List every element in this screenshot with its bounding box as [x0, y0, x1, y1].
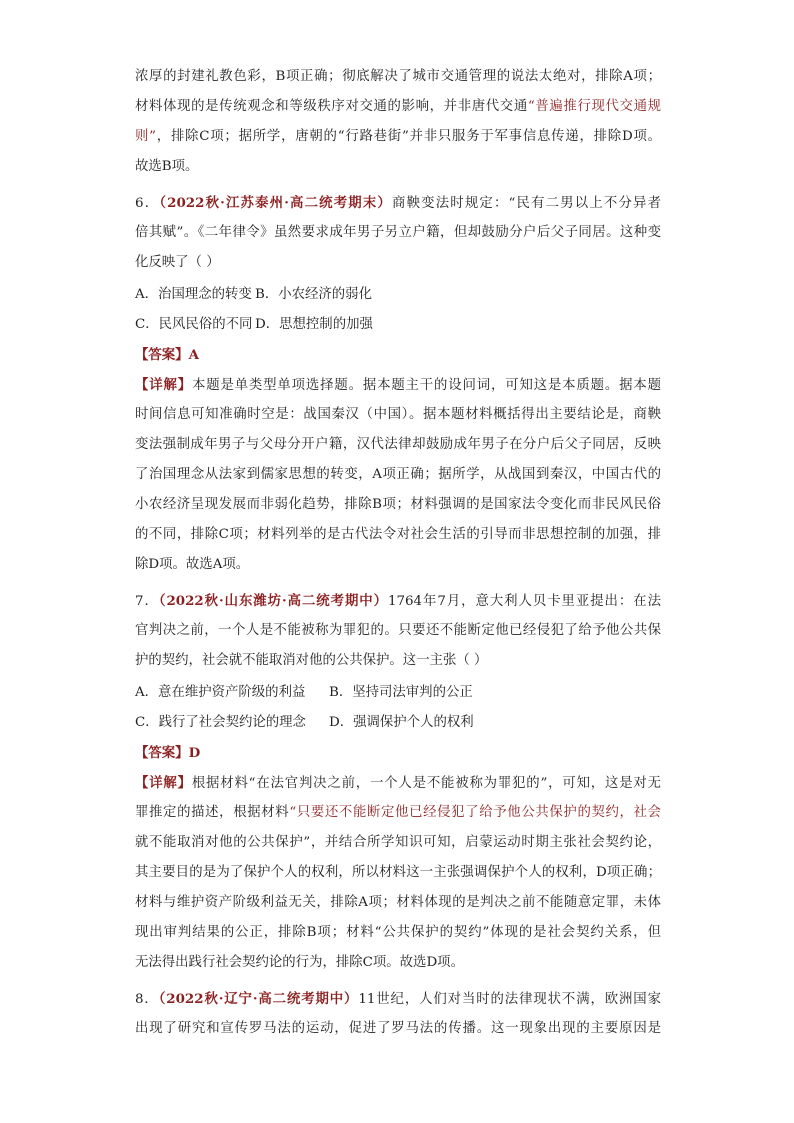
question-number: 6． — [135, 196, 160, 211]
q7-stem-line-1: 7．（2022秋·山东潍坊·高二统考期中）1764年7月，意大利人贝卡里亚提出：在法 — [135, 593, 661, 609]
option-a: A．意在维护资产阶级的利益 — [135, 685, 306, 700]
q7-answer: 【答案】D — [135, 745, 201, 761]
q8-stem-line-2: 出现了研究和宣传罗马法的运动，促进了罗马法的传播。这一现象出现的主要原因是 — [135, 1021, 661, 1036]
q8-stem-line-1: 8．（2022秋·辽宁·高二统考期中）11世纪，人们对当时的法律现状不满，欧洲国家 — [135, 991, 661, 1007]
question-number: 7． — [135, 594, 159, 609]
option-d: D．强调保护个人的权利 — [329, 715, 474, 730]
q7-options-cd — [135, 708, 661, 738]
q6-detail-line-1: 【详解】本题是单类型单项选择题。据本题主干的设问词，可知这是本质题。据本题 — [135, 377, 661, 393]
q6-answer: 【答案】A — [135, 347, 199, 363]
option-b: B．坚持司法审判的公正 — [329, 685, 473, 700]
option-b: B．小农经济的弱化 — [255, 287, 372, 302]
q7-detail-line-1: 【详解】根据材料“在法官判决之前，一个人是不能被称为罪犯的”，可知，这是对无 — [135, 775, 661, 791]
q7-detail-line-2: 罪推定的描述，根据材料“只要还不能断定他已经侵犯了给予他公共保护的契约，社会 — [135, 805, 661, 820]
q6-stem-line-1: 6．（2022秋·江苏泰州·高二统考期末）商鞅变法时规定：“民有二男以上不分异者 — [135, 195, 661, 211]
q6-detail-line-3: 变法强制成年男子与父母分开户籍，汉代法律却鼓励成年男子在分户后父子同居，反映 — [135, 437, 661, 452]
q6-stem-line-2: 倍其赋”。《二年律令》虽然要求成年男子另立户籍，但却鼓励分户后父子同居。这种变 — [135, 225, 661, 240]
q7-stem-line-3: 护的契约，社会就不能取消对他的公共保护。这一主张（ ） — [135, 653, 488, 668]
option-c: C．践行了社会契约论的理念 — [135, 715, 306, 730]
q6-detail-line-7: 除D项。故选A项。 — [135, 557, 250, 572]
question-source: （2022秋·辽宁·高二统考期中） — [158, 991, 359, 1007]
q7-detail-line-5: 材料与维护资产阶级利益无关，排除A项；材料体现的是判决之前不能随意定罪，未体 — [135, 895, 661, 910]
q6-stem-line-3: 化反映了（ ） — [135, 255, 220, 270]
q6-detail-line-2: 时间信息可知准确时空是：战国秦汉（中国）。据本题材料概括得出主要结论是，商鞅 — [135, 407, 661, 422]
q6-detail-line-4: 了治国理念从法家到儒家思想的转变，A项正确；据所学，从战国到秦汉，中国古代的 — [135, 467, 661, 482]
q7-detail-line-3: 就不能取消对他的公共保护”，并结合所学知识可知，启蒙运动时期主张社会契约论， — [135, 835, 661, 850]
q7-stem-line-2: 官判决之前，一个人是不能被称为罪犯的。只要还不能断定他已经侵犯了给予他公共保 — [135, 623, 661, 638]
option-a: A．治国理念的转变 — [135, 287, 252, 302]
q6-detail-line-5: 小农经济呈现发展而非弱化趋势，排除B项；材料强调的是国家法令变化而非民风民俗 — [135, 497, 661, 512]
q7-options-ab — [135, 678, 661, 708]
q6-detail-line-6: 的不同，排除C项；材料列举的是古代法令对社会生活的引导而非思想控制的加强，排 — [135, 527, 661, 542]
intro-line-3: 则”，排除C项；据所学，唐朝的“行路巷街”并非只服务于军事信息传递，排除D项。 — [135, 129, 661, 144]
q7-detail-line-4: 其主要目的是为了保护个人的权利，所以材料这一主张强调保护个人的权利，D项正确； — [135, 865, 661, 880]
intro-line-2: 材料体现的是传统观念和等级秩序对交通的影响，并非唐代交通“普遍推行现代交通规 — [135, 99, 661, 114]
option-c: C．民风民俗的不同 — [135, 317, 253, 332]
q7-detail-line-7: 无法得出践行社会契约论的行为，排除C项。故选D项。 — [135, 955, 464, 970]
q6-options-ab — [135, 280, 661, 310]
intro-line-4: 故选B项。 — [135, 159, 199, 174]
question-source: （2022秋·江苏泰州·高二统考期末） — [159, 195, 392, 211]
intro-line-1: 浓厚的封建礼教色彩，B项正确；彻底解决了城市交通管理的说法太绝对，排除A项； — [135, 69, 661, 84]
q7-detail-line-6: 现出审判结果的公正，排除B项；材料“公共保护的契约”体现的是社会契约关系，但 — [135, 925, 661, 940]
question-source: （2022秋·山东潍坊·高二统考期中） — [158, 593, 388, 609]
option-d: D．思想控制的加强 — [255, 317, 373, 332]
q6-options-cd — [135, 310, 661, 340]
question-number: 8． — [135, 992, 159, 1007]
